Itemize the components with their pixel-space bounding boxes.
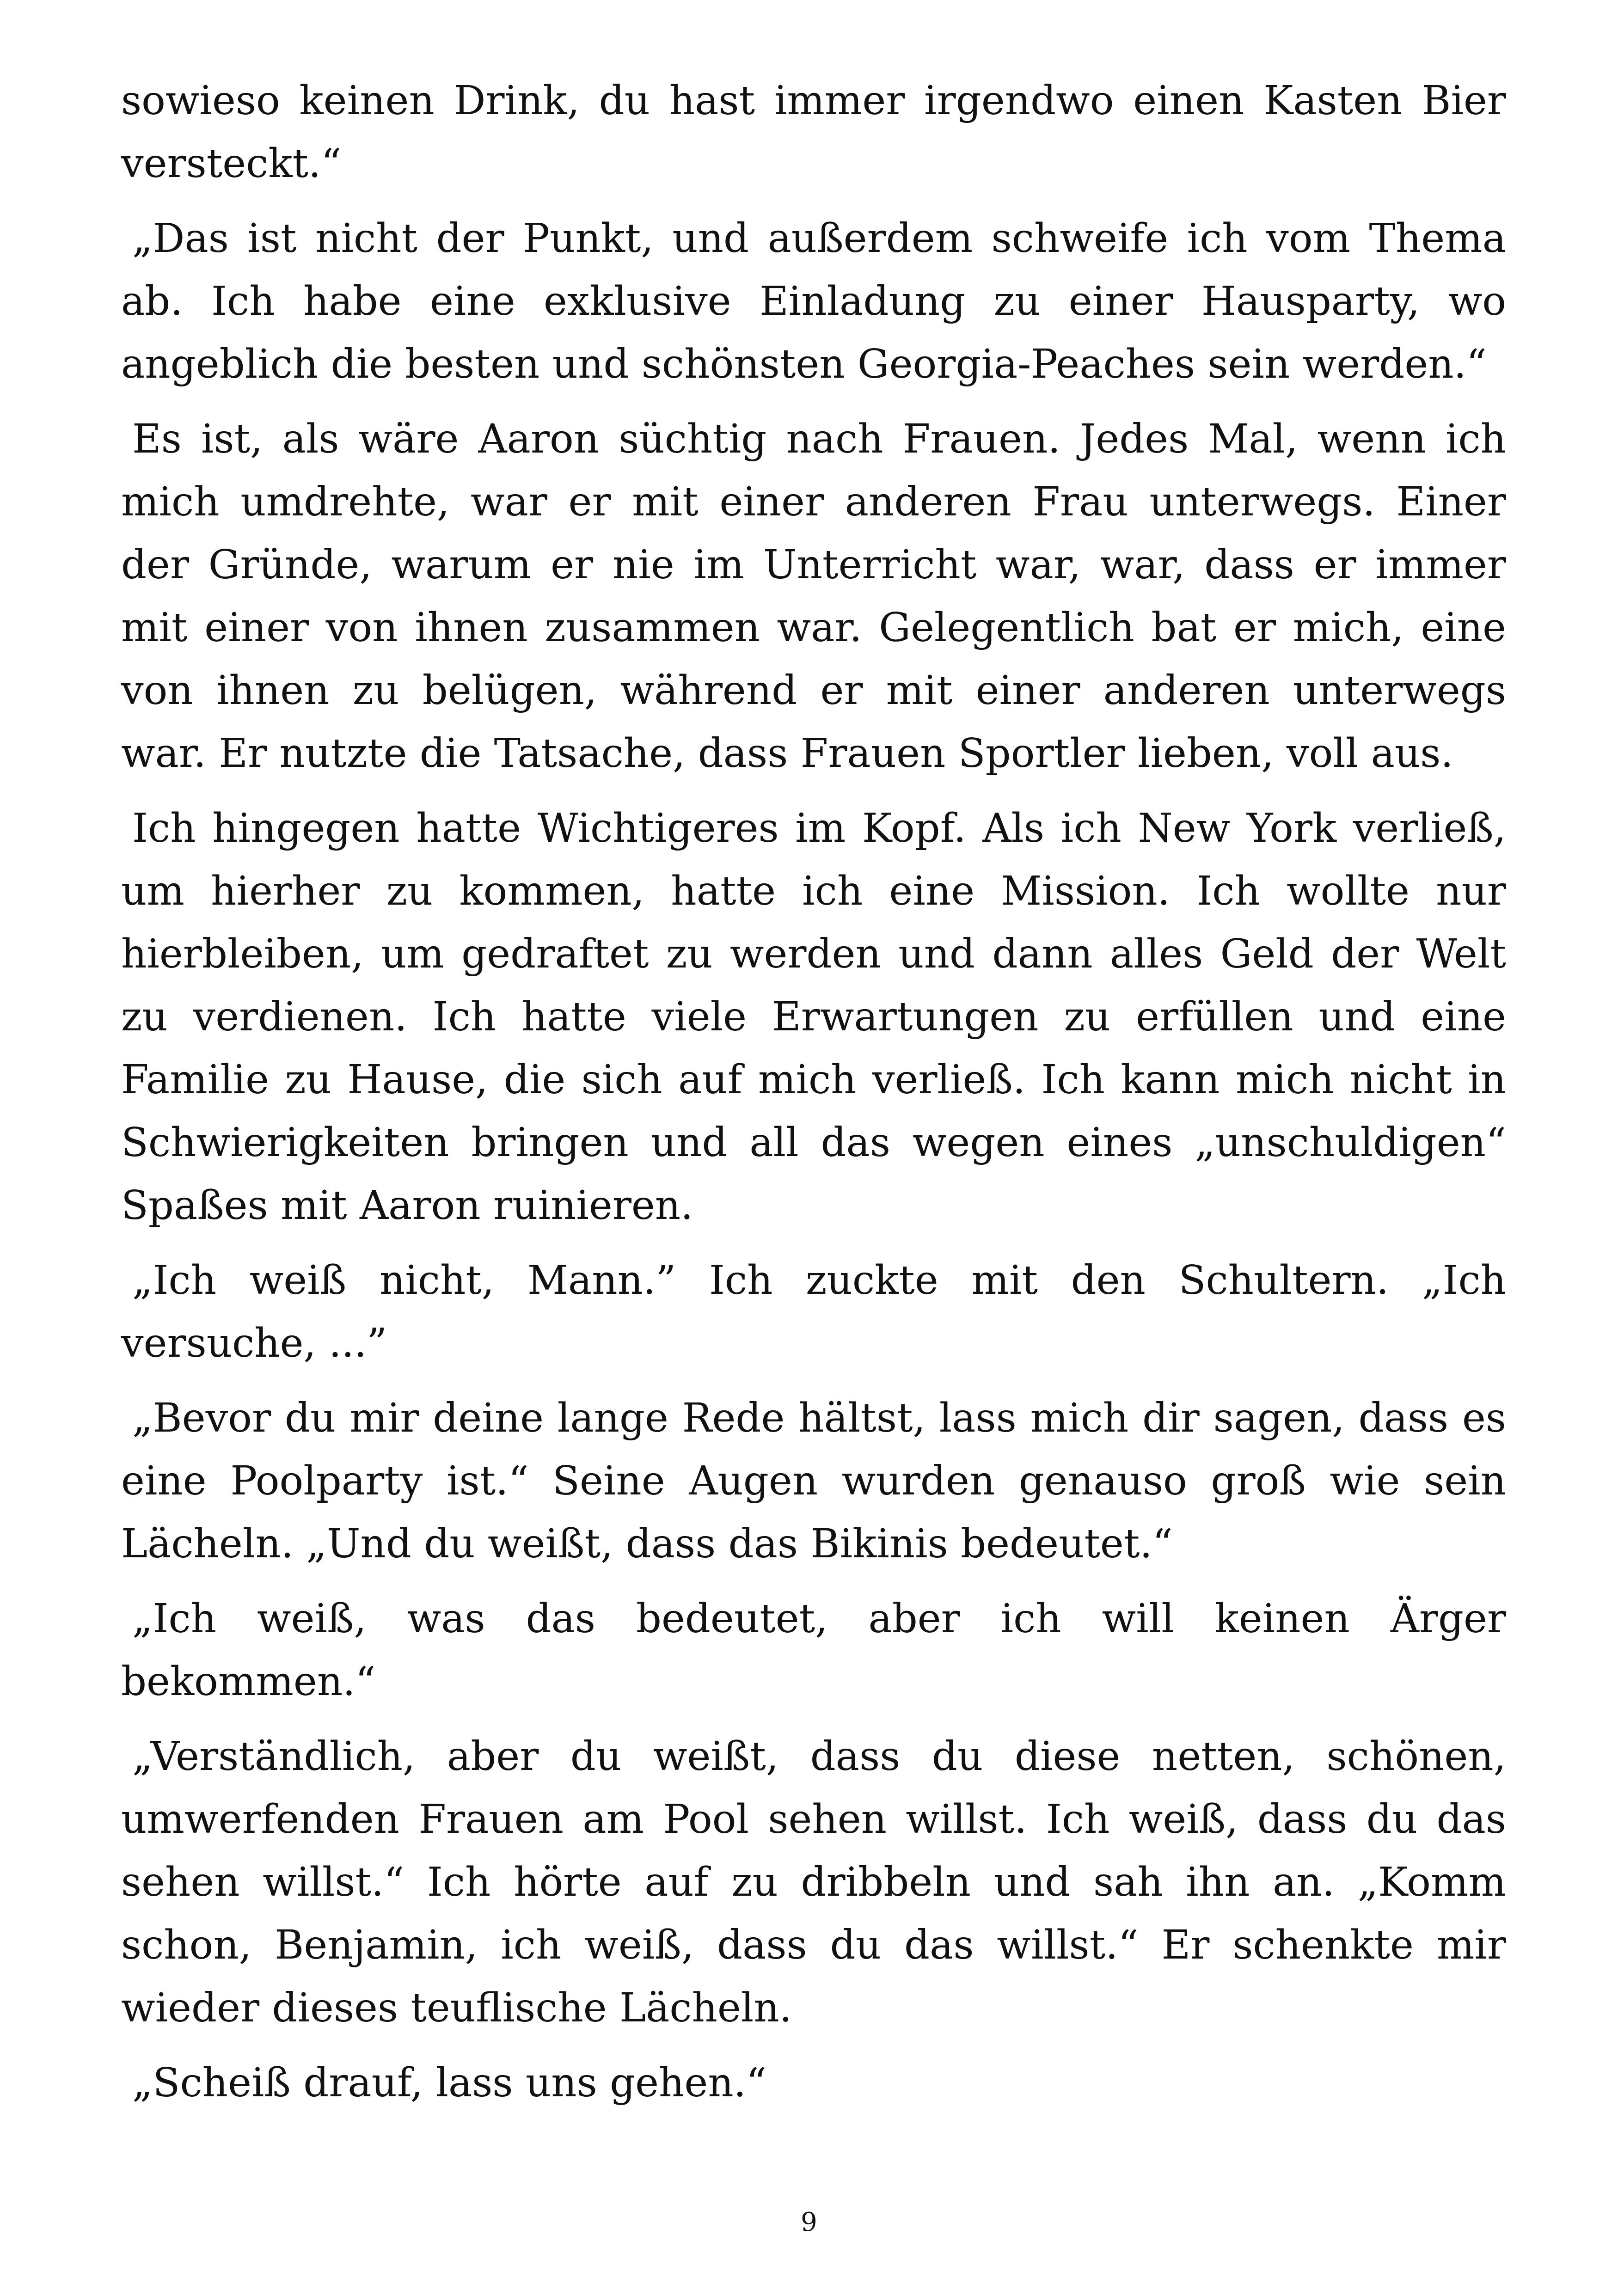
paragraph: sowieso keinen Drink, du hast immer irgendwo einen Kasten Bier versteckt.“ bbox=[121, 78, 1506, 187]
paragraph: „Scheiß drauf, lass uns gehen.“ bbox=[132, 2060, 767, 2106]
paragraph: „Ich weiß nicht, Mann.” Ich zuckte mit den Schultern. „Ich versuche, ...” bbox=[121, 1257, 1506, 1366]
paragraph: „Ich weiß, was das bedeutet, aber ich will keinen Ärger bekommen.“ bbox=[121, 1596, 1506, 1705]
paragraph: „Das ist nicht der Punkt, und außerdem schweife ich vom Thema ab. Ich habe eine exklusive Einladung zu einer Hausparty, wo angeblich die besten und schönsten Georgia-Peaches sein werden.“ bbox=[121, 215, 1506, 387]
paragraph: Ich hingegen hatte Wichtigeres im Kopf. Als ich New York verließ, um hierher zu kommen, hatte ich eine Mission. Ich wollte nur hierbleiben, um gedraftet zu werden und dann alles Geld der Welt zu verdienen. Ich hatte viele Erwartungen zu erfüllen und eine Familie zu Hause, die sich auf mich verließ. Ich kann mich nicht in Schwierigkeiten bringen und all das wegen eines „unschuldigen“ Spaßes mit Aaron ruinieren. bbox=[121, 805, 1506, 1229]
paragraph: „Bevor du mir deine lange Rede hältst, lass mich dir sagen, dass es eine Poolparty ist.“ Seine Augen wurden genauso groß wie sein Lächeln. „Und du weißt, dass das Bikinis bedeutet.“ bbox=[121, 1395, 1506, 1567]
paragraph: Es ist, als wäre Aaron süchtig nach Frauen. Jedes Mal, wenn ich mich umdrehte, war er mit einer anderen Frau unterwegs. Einer der Gründe, warum er nie im Unterricht war, war, dass er immer mit einer von ihnen zusammen war. Gelegentlich bat er mich, eine von ihnen zu belügen, während er mit einer anderen unterwegs war. Er nutzte die Tatsache, dass Frauen Sportler lieben, voll aus. bbox=[121, 416, 1506, 777]
page-number: 9 bbox=[801, 2207, 817, 2237]
paragraph: „Verständlich, aber du weißt, dass du diese netten, schönen, umwerfenden Frauen am Pool sehen willst. Ich weiß, dass du das sehen willst.“ Ich hörte auf zu dribbeln und sah ihn an. „Komm schon, Benjamin, ich weiß, dass du das willst.“ Er schenkte mir wieder dieses teuflische Lächeln. bbox=[121, 1733, 1506, 2031]
body-text bbox=[121, 69, 1506, 2126]
